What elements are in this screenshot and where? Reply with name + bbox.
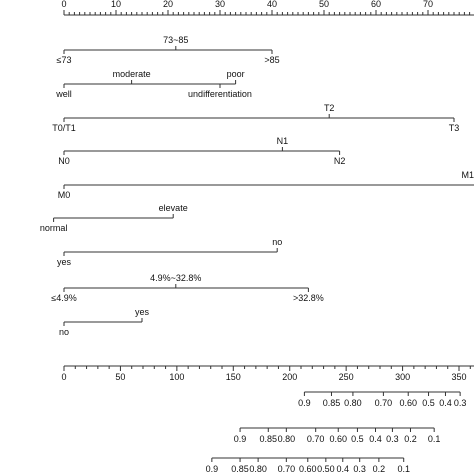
points-axis-tick-label: 0 [61, 0, 67, 9]
probability-tick-label-2: 0.60 [329, 434, 348, 444]
total-points-tick-label: 250 [338, 372, 354, 382]
row-level-label-age: 73~85 [163, 35, 189, 45]
row-level-label-ratio: >32.8% [293, 293, 324, 303]
probability-tick-label-3: 0.4 [336, 464, 350, 474]
row-level-label-t_stage: T3 [448, 123, 460, 133]
points-axis-tick-label: 40 [266, 0, 278, 9]
total-points-tick-label: 300 [395, 372, 411, 382]
row-level-label-n_stage: N2 [333, 156, 346, 166]
probability-tick-label-1: 0.3 [453, 398, 467, 408]
row-level-label-grade: undifferentiation [188, 89, 252, 99]
points-axis-tick-label: 30 [214, 0, 226, 9]
probability-tick-label-3: 0.9 [205, 464, 219, 474]
points-axis-tick-label: 20 [162, 0, 174, 9]
row-level-label-m_stage: M0 [57, 190, 71, 200]
row-level-label-treatment: no [272, 237, 283, 247]
row-level-label-age: ≤73 [56, 55, 72, 65]
points-axis-tick-label: 60 [370, 0, 382, 9]
total-points-tick-label: 100 [169, 372, 185, 382]
probability-tick-label-2: 0.3 [386, 434, 399, 444]
probability-tick-label-3: 0.85 [231, 464, 249, 474]
probability-tick-label-3: 0.1 [397, 464, 410, 474]
probability-tick-label-2: 0.70 [306, 434, 325, 444]
row-level-label-age: >85 [264, 55, 280, 65]
row-level-label-t_stage: T2 [323, 103, 335, 113]
probability-tick-label-2: 0.1 [427, 434, 441, 444]
total-points-tick-label: 50 [115, 372, 126, 382]
row-level-label-m_stage: M1 [461, 170, 474, 180]
probability-tick-label-3: 0.3 [353, 464, 366, 474]
row-level-label-t_stage: T0/T1 [52, 123, 76, 133]
probability-tick-label-2: 0.5 [351, 434, 364, 444]
probability-tick-label-1: 0.9 [298, 398, 311, 408]
row-level-label-marker: normal [39, 223, 68, 233]
row-level-label-marker: elevate [158, 203, 188, 213]
row-level-label-n_stage: N1 [276, 136, 289, 146]
probability-tick-label-3: 0.80 [249, 464, 267, 474]
row-level-label-surgery: yes [134, 307, 150, 317]
row-level-label-surgery: no [58, 327, 70, 337]
points-axis-tick-label: 70 [422, 0, 434, 9]
row-level-label-grade: well [56, 89, 72, 99]
total-points-tick-label: 0 [61, 372, 67, 382]
probability-tick-label-1: 0.80 [344, 398, 362, 408]
probability-tick-label-3: 0.70 [277, 464, 296, 474]
probability-tick-label-1: 0.85 [322, 398, 341, 408]
probability-tick-label-3: 0.50 [317, 464, 335, 474]
probability-tick-label-2: 0.80 [277, 434, 296, 444]
probability-tick-label-2: 0.4 [369, 434, 382, 444]
probability-tick-label-3: 0.2 [372, 464, 386, 474]
total-points-tick-label: 200 [282, 372, 298, 382]
probability-tick-label-1: 0.5 [422, 398, 435, 408]
probability-tick-label-1: 0.4 [439, 398, 452, 408]
row-level-label-grade: poor [226, 69, 245, 79]
points-axis-tick-label: 50 [318, 0, 330, 9]
probability-tick-label-3: 0.60 [299, 464, 317, 474]
row-level-label-treatment: yes [56, 257, 72, 267]
row-level-label-n_stage: N0 [58, 156, 70, 166]
probability-tick-label-2: 0.2 [404, 434, 417, 444]
row-level-label-ratio: ≤4.9% [51, 293, 77, 303]
probability-tick-label-1: 0.60 [399, 398, 417, 408]
probability-tick-label-2: 0.85 [259, 434, 278, 444]
probability-tick-label-2: 0.9 [233, 434, 247, 444]
total-points-tick-label: 350 [451, 372, 467, 382]
points-axis-tick-label: 10 [110, 0, 122, 9]
row-level-label-ratio: 4.9%~32.8% [150, 273, 202, 283]
probability-tick-label-1: 0.70 [374, 398, 393, 408]
total-points-tick-label: 150 [225, 372, 241, 382]
row-level-label-grade: moderate [112, 69, 151, 79]
